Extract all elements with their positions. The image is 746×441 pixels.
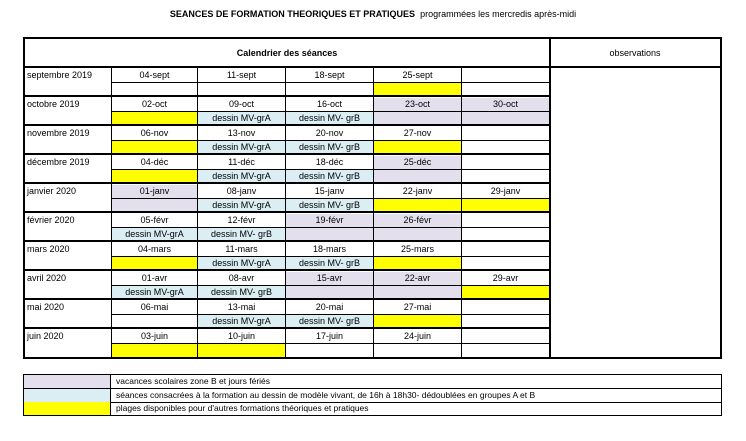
month-label: avril 2020	[27, 273, 67, 283]
date-cell: 24-juin	[403, 331, 432, 341]
date-cell: 25-déc	[374, 156, 461, 169]
page-title	[0, 9, 746, 19]
date-cell: 09-oct	[228, 99, 254, 109]
column-divider	[285, 68, 286, 357]
date-cell: 15-janv	[314, 186, 345, 196]
month-label: décembre 2019	[27, 157, 90, 167]
month-label: février 2020	[27, 215, 75, 225]
date-cell: 22-avr	[374, 272, 461, 285]
month-label: mai 2020	[27, 302, 65, 312]
session-cell: dessin MV-grA	[198, 112, 285, 125]
date-cell: 10-juin	[227, 331, 256, 341]
date-cell: 18-mars	[312, 244, 346, 254]
date-cell: 18-déc	[315, 157, 344, 167]
legend-table	[23, 374, 722, 416]
observations-header: observations	[609, 48, 661, 58]
date-cell: 16-oct	[316, 99, 342, 109]
row-mid-divider	[111, 314, 549, 315]
date-cell: 06-mai	[140, 302, 169, 312]
date-cell: 01-janv	[112, 185, 197, 198]
session-cell: dessin MV- grB	[198, 286, 285, 299]
date-cell: 12-févr	[227, 215, 256, 225]
session-cell: dessin MV- grB	[286, 199, 373, 212]
date-cell: 06-nov	[140, 128, 169, 138]
session-cell: dessin MV-grA	[112, 286, 197, 299]
schedule-table	[23, 37, 722, 359]
date-cell: 25-mars	[400, 244, 434, 254]
row-mid-divider	[111, 140, 549, 141]
date-cell: 05-févr	[140, 215, 169, 225]
date-cell	[462, 243, 549, 256]
month-label: novembre 2019	[27, 128, 90, 138]
row-mid-divider	[111, 285, 549, 286]
month-row	[25, 329, 549, 358]
date-cell: 08-janv	[226, 186, 257, 196]
date-cell: 20-mai	[315, 302, 344, 312]
legend-text: séances consacrées à la formation au dessin de modèle vivant, de 16h à 18h30- dédoublées en groupes A et B	[116, 389, 536, 400]
date-cell: 25-sept	[402, 70, 433, 80]
month-row	[25, 68, 549, 97]
session-cell: dessin MV- grB	[286, 257, 373, 270]
title-subtitle: programmées les mercredis après-midi	[420, 9, 577, 19]
date-cell: 22-janv	[402, 186, 433, 196]
date-cell: 29-janv	[490, 186, 521, 196]
column-divider	[111, 68, 112, 357]
month-label: juin 2020	[27, 331, 64, 341]
date-cell: 11-déc	[228, 157, 255, 167]
row-mid-divider	[111, 198, 549, 199]
date-cell: 04-déc	[140, 157, 169, 167]
legend-row	[24, 402, 721, 415]
date-cell: 04-sept	[139, 70, 170, 80]
date-cell	[462, 69, 549, 82]
date-cell: 02-oct	[141, 99, 167, 109]
session-cell: dessin MV- grB	[286, 170, 373, 183]
calendar-header: Calendrier des séances	[236, 48, 338, 58]
legend-swatch	[24, 375, 111, 388]
date-cell: 19-févr	[286, 214, 373, 227]
legend-text: vacances scolaires zone B et jours fériés	[116, 376, 271, 386]
row-mid-divider	[111, 343, 549, 344]
session-cell: dessin MV- grB	[286, 141, 373, 154]
session-cell	[198, 344, 285, 357]
column-divider	[461, 68, 462, 357]
month-row	[25, 271, 549, 300]
date-cell	[462, 330, 549, 343]
date-cell: 13-mai	[227, 302, 256, 312]
row-mid-divider	[111, 111, 549, 112]
date-cell: 11-sept	[226, 70, 257, 80]
session-cell: dessin MV- grB	[286, 112, 373, 125]
date-cell: 13-nov	[227, 128, 256, 138]
month-row	[25, 184, 549, 213]
session-cell: dessin MV- grB	[286, 315, 373, 328]
date-cell: 11-mars	[225, 244, 258, 254]
month-label: octobre 2019	[27, 99, 80, 109]
date-cell: 30-oct	[462, 98, 549, 111]
date-cell: 03-juin	[140, 331, 169, 341]
legend-row	[24, 389, 721, 403]
date-cell	[462, 214, 549, 227]
column-divider	[197, 68, 198, 357]
month-row	[25, 213, 549, 242]
month-label: janvier 2020	[27, 186, 77, 196]
month-row	[25, 155, 549, 184]
date-cell	[462, 156, 549, 169]
date-cell: 27-nov	[403, 128, 432, 138]
session-cell: dessin MV-grA	[198, 199, 285, 212]
session-cell	[112, 344, 197, 357]
session-cell	[374, 344, 461, 357]
session-cell	[462, 344, 549, 357]
session-cell: dessin MV-grA	[198, 257, 285, 270]
row-mid-divider	[111, 169, 549, 170]
date-cell: 08-avr	[228, 273, 255, 283]
legend-swatch	[24, 402, 111, 415]
session-cell: dessin MV-grA	[198, 170, 285, 183]
date-cell	[462, 301, 549, 314]
month-row	[25, 126, 549, 155]
month-row	[25, 97, 549, 126]
date-cell: 04-mars	[137, 244, 171, 254]
month-label: mars 2020	[27, 244, 70, 254]
month-row	[25, 300, 549, 329]
legend-row	[24, 375, 721, 389]
date-cell: 29-avr	[492, 273, 519, 283]
month-row	[25, 242, 549, 271]
row-mid-divider	[111, 82, 549, 83]
date-cell: 27-mai	[403, 302, 432, 312]
session-cell: dessin MV- grB	[198, 228, 285, 241]
session-cell	[286, 344, 373, 357]
session-cell: dessin MV-grA	[112, 228, 197, 241]
legend-swatch	[24, 389, 111, 402]
date-cell	[462, 127, 549, 140]
date-cell: 26-févr	[374, 214, 461, 227]
date-cell: 18-sept	[314, 70, 345, 80]
date-cell: 23-oct	[374, 98, 461, 111]
date-cell: 15-avr	[286, 272, 373, 285]
observations-divider	[549, 39, 551, 357]
session-cell: dessin MV-grA	[198, 315, 285, 328]
row-mid-divider	[111, 227, 549, 228]
column-divider	[373, 68, 374, 357]
legend-text: plages disponibles pour d'autres formations théoriques et pratiques	[116, 403, 369, 413]
session-cell: dessin MV-grA	[198, 141, 285, 154]
date-cell: 20-nov	[315, 128, 344, 138]
title-bold: SEANCES DE FORMATION THEORIQUES ET PRATIQUES	[169, 9, 416, 19]
month-label: septembre 2019	[27, 70, 93, 80]
date-cell: 01-avr	[141, 273, 168, 283]
date-cell: 17-juin	[315, 331, 344, 341]
row-mid-divider	[111, 256, 549, 257]
